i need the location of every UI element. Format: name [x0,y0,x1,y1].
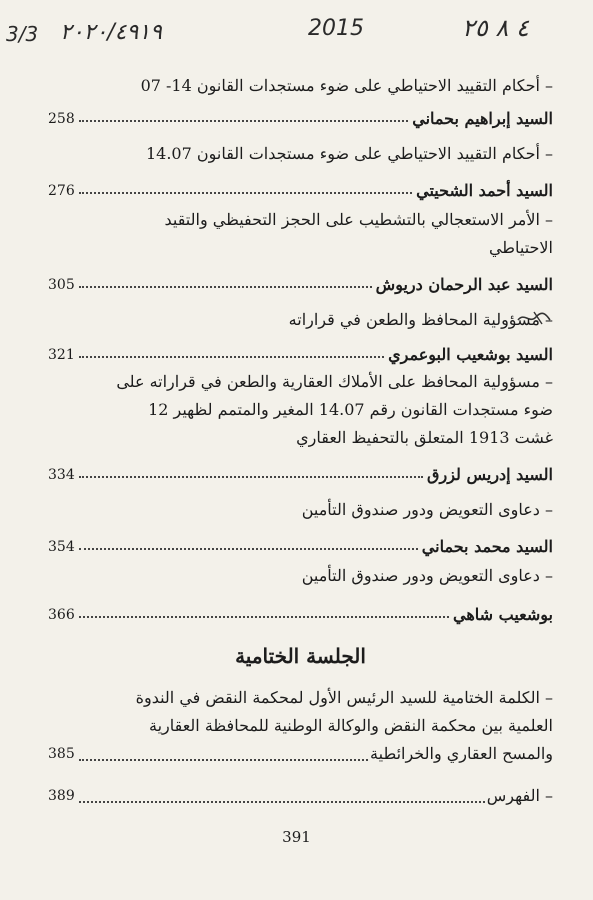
toc-topic [48,368,553,452]
toc-topic [48,206,553,262]
toc-topic-line: – أحكام التقييد الاحتياطي على ضوء مستجدات القانون 14- 07 [140,76,553,95]
toc-topic [48,496,553,524]
toc-topic [48,306,553,334]
dot-leader [79,356,384,358]
toc-topic-line: – الكلمة الختامية للسيد الرئيس الأول لمحكمة النقض في الندوة [135,688,553,707]
toc-topic-line: – مسؤولية المحافظ على الأملاك العقارية والطعن في قراراته على [116,372,553,391]
toc-topic-line: – دعاوى التعويض ودور صندوق التأمين [301,566,553,585]
toc-author-name: بوشعيب شاهي [452,605,553,624]
closing-topic-last-line [48,740,553,768]
toc-author-name: السيد عبد الرحمان دريوش [375,275,553,294]
toc-author-row [48,460,553,484]
toc-topic-line: ضوء مستجدات القانون رقم 14.07 المغير والمتمم لظهير 12 [148,400,553,419]
toc-page-number: 334 [48,467,75,483]
toc-topic-line: والمسح العقاري والخرائطية [370,744,553,763]
toc-author-row [48,176,553,200]
dot-leader [79,120,409,122]
toc-author-name: السيد محمد بحماني [421,537,553,556]
handwritten-reference-number: ٢٠٢٠/٤٩١٩ [60,20,162,45]
toc-author-name: السيد إبراهيم بحماني [412,109,553,128]
toc-topic-line: – أحكام التقييد الاحتياطي على ضوء مستجدات القانون 14.07 [145,144,553,163]
page-number: 391 [282,828,311,846]
toc-page-number: 389 [48,788,75,804]
toc-author-row [48,270,553,294]
dot-leader [79,286,372,288]
toc-topic-line: – الأمر الاستعجالي بالتشطيب على الحجز التحفيظي والتقيد [164,210,553,229]
dot-leader [79,476,423,478]
toc-topic [48,140,553,168]
toc-topic-line: – مسؤولية المحافظ والطعن في قراراته [288,310,553,329]
toc-index-row [48,782,553,810]
toc-page-number: 366 [48,607,75,623]
toc-author-name: السيد بوشعيب البوعمري [388,345,553,364]
toc-topic-line: العلمية بين محكمة النقض والوكالة الوطنية للمحافظة العقارية [148,716,553,735]
dot-leader [79,759,368,761]
dot-leader [79,616,449,618]
toc-page-number: 321 [48,347,75,363]
toc-author-name: السيد أحمد الشحيتي [416,181,553,200]
toc-topic-line: غشت 1913 المتعلق بالتحفيظ العقاري [296,428,553,447]
dot-leader [79,801,485,803]
closing-topic [48,684,553,768]
toc-author-row [48,104,553,128]
toc-page-number: 258 [48,111,75,127]
toc-author-row [48,600,553,624]
toc-topic [48,562,553,590]
toc-page-number: 305 [48,277,75,293]
toc-page-number: 354 [48,539,75,555]
toc-page-number: 385 [48,746,75,762]
handwritten-code: ٤ ٨ ٢٥ [462,14,529,42]
dot-leader [79,548,418,550]
toc-author-name: السيد إدريس لزرق [427,465,553,484]
toc-topic-line: – دعاوى التعويض ودور صندوق التأمين [301,500,553,519]
toc-index-label: – الفهرس [486,786,553,805]
dot-leader [79,192,412,194]
toc-topic [48,72,553,100]
handwritten-fraction: 3/3 [6,22,39,46]
toc-author-row [48,340,553,364]
toc-page-number: 276 [48,183,75,199]
toc-topic-line: الاحتياطي [488,238,553,257]
closing-session-heading: الجلسة الختامية [235,644,366,668]
toc-author-row [48,532,553,556]
handwritten-year: 2015 [308,16,364,41]
